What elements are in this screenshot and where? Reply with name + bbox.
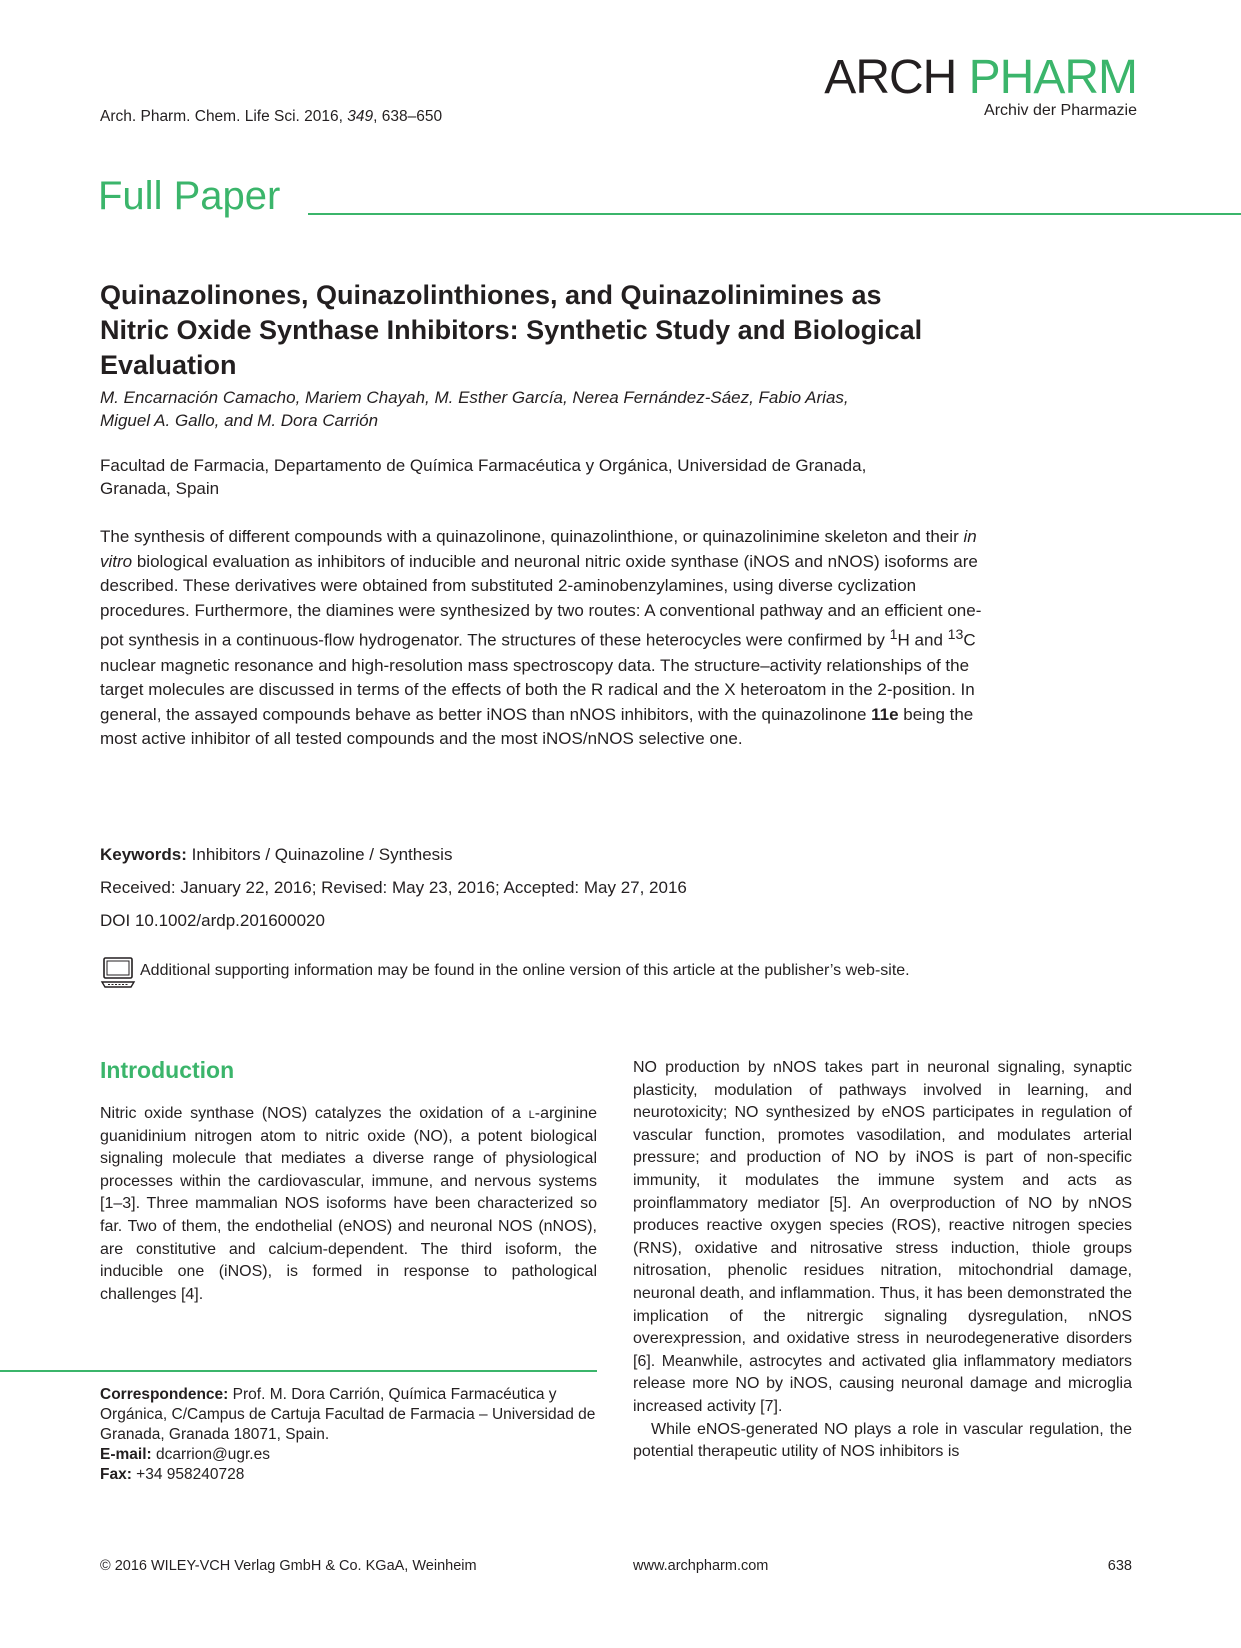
section-rule	[308, 213, 1241, 215]
footer-url[interactable]: www.archpharm.com	[633, 1558, 769, 1574]
supporting-info: Additional supporting information may be found in the online version of this article at the publisher’s web-site.	[140, 962, 910, 979]
journal-logo	[824, 52, 1137, 120]
received-dates: Received: January 22, 2016; Revised: May 23, 2016; Accepted: May 27, 2016	[100, 878, 687, 897]
correspondence-rule	[0, 1370, 597, 1372]
abstract: The synthesis of different compounds with a quinazolinone, quinazolinthione, or quinazolinimine skeleton and their in vitro biological evaluation as inhibitors of inducible and neuronal nitric oxide synthase (iNOS and nNOS) isoforms are described. These derivatives were obtained from substituted 2-aminobenzylamines, using diverse cyclization procedures. Furthermore, the diamines were synthesized by two routes: A conventional pathway and an efficient one-pot synthesis in a continuous-flow hydrogenator. The structures of these heterocycles were confirmed by $^1$H and $^{13}$C nuclear magnetic resonance and high-resolution mass spectroscopy data. The structure–activity relationships of the target molecules are discussed in terms of the effects of both the R radical and the X heteroatom in the 2-position. In general, the assayed compounds behave as better iNOS than nNOS inhibitors, with the quinazolinone 11e being the most active inhibitor of all tested compounds and the most iNOS/nNOS selective one.	[100, 527, 982, 749]
authors: M. Encarnación Camacho, Mariem Chayah, M. Esther García, Nerea Fernández-Sáez, Fabio Arias, Miguel A. Gallo, and M. Dora Carrión	[100, 388, 849, 430]
introduction-heading: Introduction	[100, 1057, 235, 1083]
logo-subtitle: Archiv der Pharmazie	[984, 102, 1137, 119]
intro-paragraph-3: While eNOS-generated NO plays a role in vascular regulation, the potential therapeutic utility of NOS inhibitors is	[633, 1420, 1132, 1461]
logo-pharm: PHARM	[968, 51, 1137, 104]
page-number: 638	[1107, 1558, 1132, 1574]
article-title: Quinazolinones, Quinazolinthiones, and Quinazolinimines as Nitric Oxide Synthase Inhibitors: Synthetic Study and Biological Evaluation	[100, 280, 923, 380]
right-column	[633, 1057, 1132, 1464]
correspondence: Correspondence: Prof. M. Dora Carrión, Química Farmacéutica y Orgánica, C/Campus de Cartuja Facultad de Farmacia – Universidad de Granada, Granada 18071, Spain. E-mail: dcarrion@ugr.es Fax: +34 958240728	[100, 1386, 596, 1483]
journal-citation: Arch. Pharm. Chem. Life Sci. 2016, 349, 638–650	[100, 108, 443, 125]
logo-arch: ARCH	[824, 51, 957, 104]
affiliation: Facultad de Farmacia, Departamento de Química Farmacéutica y Orgánica, Universidad de Granada, Granada, Spain	[100, 456, 867, 498]
intro-paragraph-1: Nitric oxide synthase (NOS) catalyzes the oxidation of a l-arginine guanidinium nitrogen atom to nitric oxide (NO), a potent biological signaling molecule that mediates a diverse range of physiological processes within the cardiovascular, immune, and nervous systems [1–3]. Three mammalian NOS isoforms have been characterized so far. Two of them, the endothelial (eNOS) and neuronal NOS (nNOS), are constitutive and calcium-dependent. The third isoform, the inducible one (iNOS), is formed in response to pathological challenges [4].	[100, 1105, 597, 1303]
computer-icon	[100, 956, 136, 990]
doi: DOI 10.1002/ardp.201600020	[100, 911, 325, 930]
section-label: Full Paper	[98, 174, 281, 218]
footer-copyright: © 2016 WILEY-VCH Verlag GmbH & Co. KGaA, Weinheim	[100, 1558, 477, 1574]
keywords: Keywords: Inhibitors / Quinazoline / Synthesis	[100, 845, 453, 864]
intro-paragraph-2: NO production by nNOS takes part in neuronal signaling, synaptic plasticity, modulation of pathways involved in learning, and neurotoxicity; NO synthesized by eNOS participates in regulation of vascular function, promotes vasodilation, and modulates arterial pressure; and production of NO by iNOS is part of non-specific immunity, it modulates the immune system and acts as proinflammatory mediator [5]. An overproduction of NO by nNOS produces reactive oxygen species (ROS), reactive nitrogen species (RNS), oxidative and nitrosative stress induction, thiole groups nitrosation, phenolic residues nitration, mitochondrial damage, neuronal death, and inflammation. Thus, it has been demonstrated the implication of the nitrergic signaling dysregulation, nNOS overexpression, and oxidative stress in neurodegenerative disorders [6]. Meanwhile, astrocytes and activated glia inflammatory mediators release more NO by iNOS, causing neuronal damage and microglia increased activity [7].	[633, 1059, 1132, 1415]
